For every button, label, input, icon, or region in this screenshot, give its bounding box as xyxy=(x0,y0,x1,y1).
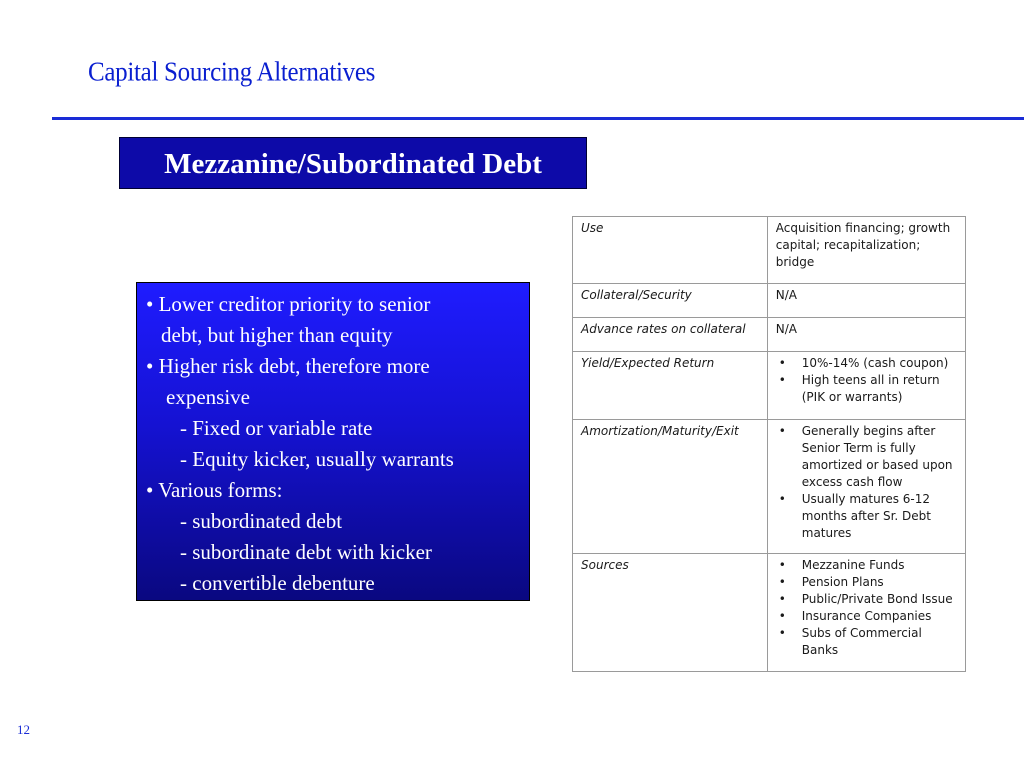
list-item: • Mezzanine Funds xyxy=(776,557,961,574)
bullet-line: debt, but higher than equity xyxy=(161,323,393,347)
list-item: • High teens all in return (PIK or warrants) xyxy=(776,372,961,406)
table-row xyxy=(573,554,966,672)
sub-bullet-line: - Fixed or variable rate xyxy=(180,416,373,440)
slide-title: Capital Sourcing Alternatives xyxy=(88,58,376,88)
table-row xyxy=(573,318,966,352)
row-value xyxy=(767,352,965,420)
row-label: Use xyxy=(573,217,768,284)
row-value xyxy=(767,420,965,554)
page-number: 12 xyxy=(17,722,30,737)
table-row xyxy=(573,284,966,318)
row-value: N/A xyxy=(767,318,965,352)
table-row xyxy=(573,217,966,284)
list-item: • Subs of Commercial Banks xyxy=(776,625,961,659)
row-value: N/A xyxy=(767,284,965,318)
bullet-list xyxy=(776,423,961,542)
list-item: • 10%-14% (cash coupon) xyxy=(776,355,961,372)
row-label: Amortization/Maturity/Exit xyxy=(573,420,768,554)
sub-bullet-line: - subordinate debt with kicker xyxy=(180,540,432,564)
table-row xyxy=(573,420,966,554)
section-header: Mezzanine/Subordinated Debt xyxy=(119,137,587,189)
row-label: Sources xyxy=(573,554,768,672)
bullet-line: • Higher risk debt, therefore more xyxy=(146,354,430,378)
bullet-list xyxy=(776,557,961,659)
row-label: Yield/Expected Return xyxy=(573,352,768,420)
list-item: • Generally begins after Senior Term is fully amortized or based upon excess cash flow xyxy=(776,423,961,491)
bullet-line: • Various forms: xyxy=(146,478,283,502)
list-item: • Public/Private Bond Issue xyxy=(776,591,961,608)
list-item: • Usually matures 6-12 months after Sr. Debt matures xyxy=(776,491,961,542)
bullet-list xyxy=(776,355,961,406)
row-value: Acquisition financing; growth capital; recapitalization; bridge xyxy=(767,217,965,284)
list-item: • Pension Plans xyxy=(776,574,961,591)
row-value xyxy=(767,554,965,672)
sub-bullet-line: - convertible debenture xyxy=(180,571,375,595)
title-divider xyxy=(52,117,1024,120)
bullet-line: • Lower creditor priority to senior xyxy=(146,292,431,316)
table-row xyxy=(573,352,966,420)
bullet-line: expensive xyxy=(166,385,250,409)
terms-table xyxy=(572,216,966,672)
row-label: Advance rates on collateral xyxy=(573,318,768,352)
row-label: Collateral/Security xyxy=(573,284,768,318)
sub-bullet-line: - Equity kicker, usually warrants xyxy=(180,447,454,471)
bullet-box xyxy=(136,282,530,601)
sub-bullet-line: - subordinated debt xyxy=(180,509,343,533)
list-item: • Insurance Companies xyxy=(776,608,961,625)
